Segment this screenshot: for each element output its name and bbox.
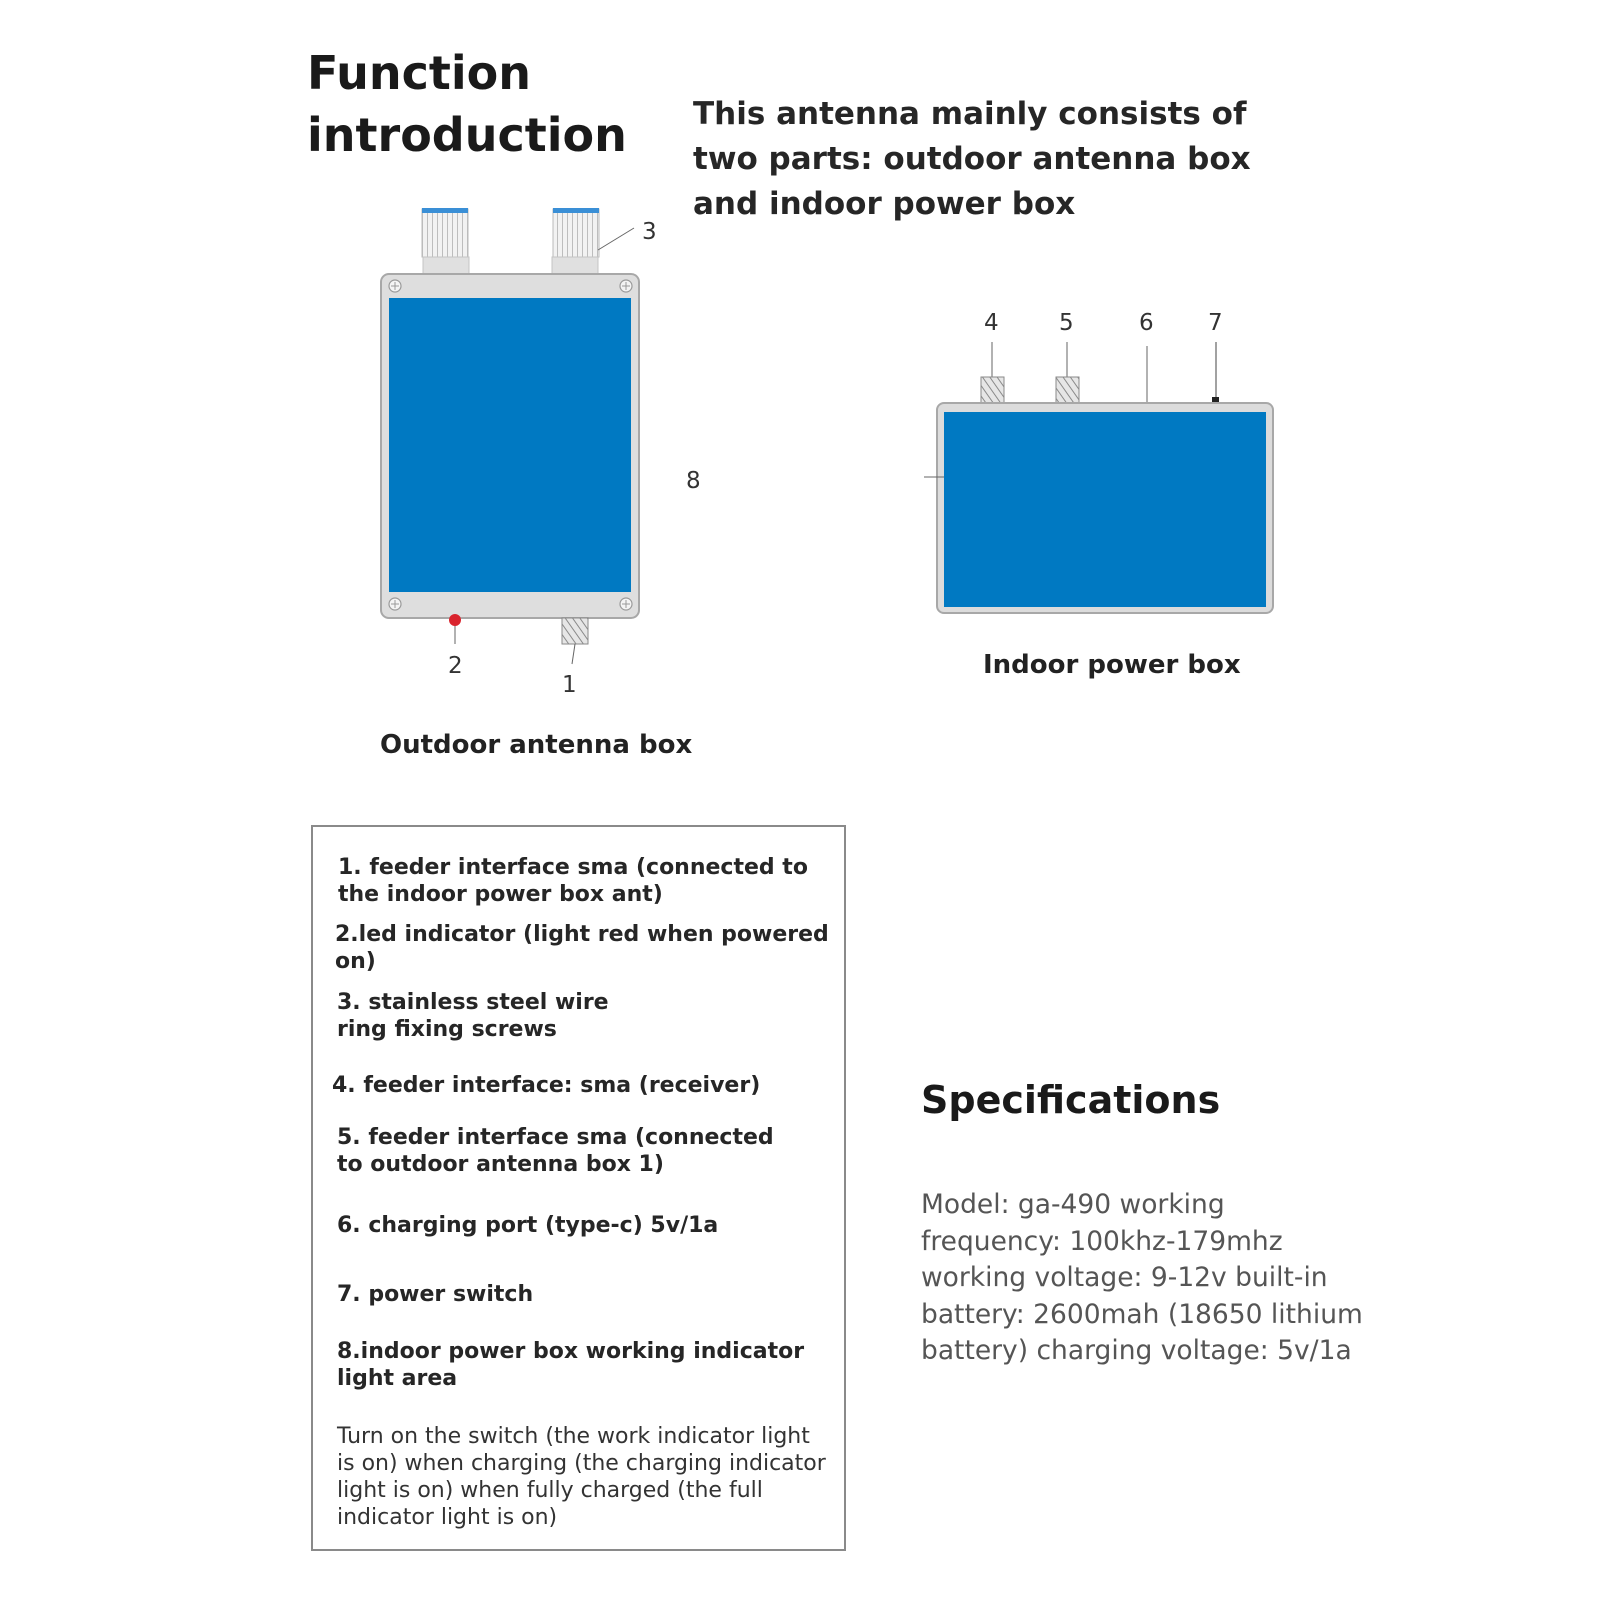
spec-line-5: battery) charging voltage: 5v/1a [921, 1335, 1352, 1366]
title-line-2: introduction [307, 108, 627, 162]
led-indicator-icon [449, 614, 461, 626]
list-item-1: 1. feeder interface sma (connected to the indoor power box ant) [338, 855, 808, 907]
diagram-canvas [0, 0, 1601, 800]
label-7: 7 [1208, 310, 1223, 336]
label-5: 5 [1059, 310, 1074, 336]
list-item-3: 3. stainless steel wire ring fixing screws [337, 990, 609, 1042]
label-3: 3 [642, 219, 657, 245]
list-item-2: 2.led indicator (light red when powered on) [335, 922, 829, 974]
specifications-body [921, 1187, 1391, 1370]
list-item-4: 4. feeder interface: sma (receiver) [332, 1073, 761, 1098]
specifications-title: Specifications [921, 1078, 1221, 1122]
outdoor-antenna-box-diagram [381, 208, 701, 698]
wire-ring-screw-right [552, 208, 599, 274]
list-item-6: 6. charging port (type-c) 5v/1a [337, 1213, 719, 1238]
list-item-7: 7. power switch [337, 1282, 534, 1307]
indoor-blue-panel [944, 412, 1266, 607]
indoor-power-box-diagram [924, 310, 1273, 613]
sma-connector-1 [562, 618, 588, 644]
label-1: 1 [562, 672, 577, 698]
label-8: 8 [686, 468, 701, 494]
intro-line-2: two parts: outdoor antenna box [693, 141, 1251, 177]
sma-connector-4 [981, 377, 1004, 403]
label-6: 6 [1139, 310, 1154, 336]
label-4: 4 [984, 310, 999, 336]
spec-line-3: working voltage: 9-12v built-in [921, 1262, 1328, 1293]
title-line-1: Function [307, 46, 532, 100]
sma-connector-5 [1056, 377, 1079, 403]
intro-line-3: and indoor power box [693, 186, 1076, 222]
outdoor-box-caption: Outdoor antenna box [380, 730, 693, 760]
spec-line-4: battery: 2600mah (18650 lithium [921, 1298, 1363, 1330]
indoor-box-caption: Indoor power box [983, 650, 1241, 680]
label-2: 2 [448, 653, 463, 679]
spec-line-2: frequency: 100khz-179mhz [921, 1225, 1283, 1257]
parts-list-box [311, 825, 846, 1551]
outdoor-blue-panel [389, 298, 631, 592]
intro-line-1: This antenna mainly consists of [693, 96, 1247, 132]
list-item-8: 8.indoor power box working indicator light area [337, 1339, 805, 1391]
indicator-note: Turn on the switch (the work indicator light is on) when charging (the charging indicator light is on) when fully charged (the full indicator light is on) [337, 1424, 826, 1530]
spec-line-1: Model: ga-490 working [921, 1189, 1225, 1220]
wire-ring-screw-left [422, 208, 469, 274]
list-item-5: 5. feeder interface sma (connected to outdoor antenna box 1) [337, 1125, 774, 1177]
